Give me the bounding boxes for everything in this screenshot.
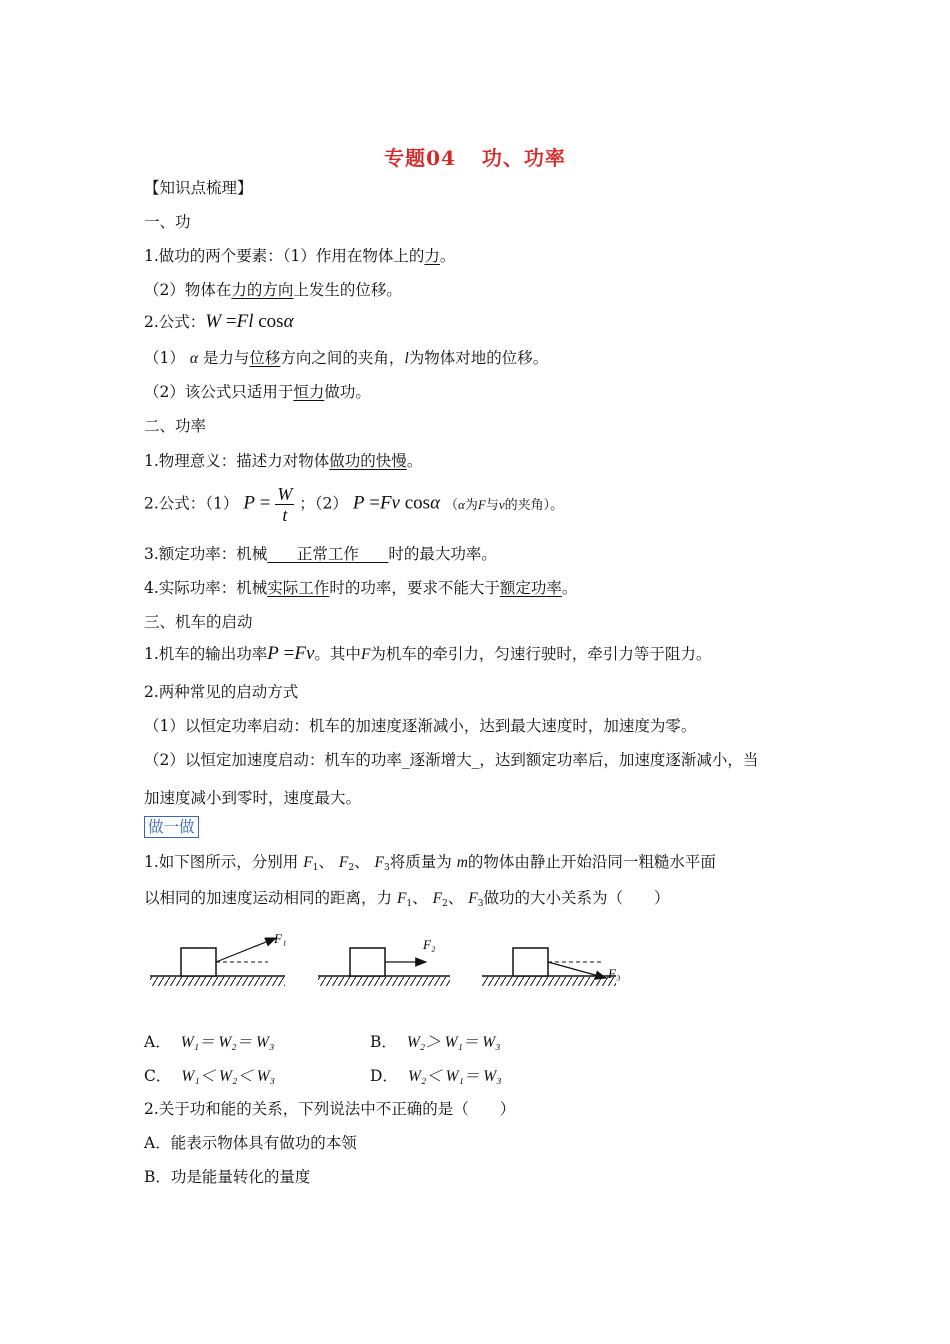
underline-answer: 实际工作 bbox=[267, 579, 330, 597]
q2-stem: 2.关于功和能的关系，下列说法中不正确的是（ ） bbox=[144, 1100, 516, 1118]
q2-option-a[interactable]: A．能表示物体具有做功的本领 bbox=[144, 1134, 357, 1152]
q1-stem-line-2: 以相同的加速度运动相同的距离，力 $F_1$、 $F_2$、 $F_3$做功的大小关系为（ ） bbox=[144, 889, 670, 909]
label-f2: F₂ bbox=[423, 937, 436, 952]
label-f1: F₁ bbox=[274, 931, 287, 946]
s2-line-3: 3.额定功率：机械 正常工作 时的最大功率。 bbox=[144, 545, 497, 563]
s2-line-1: 1.物理意义：描述力对物体做功的快慢。 bbox=[144, 452, 423, 470]
section-tag: 【知识点梳理】 bbox=[144, 179, 253, 197]
s3-line-2: 2.两种常见的启动方式 bbox=[144, 683, 299, 701]
s3-line-4: （2）以恒定加速度启动：机车的功率_逐渐增大_，达到额定功率后，加速度逐渐减小，当 bbox=[144, 751, 759, 769]
q1-stem-line-1: 1.如下图所示，分别用 $F_1$、 $F_2$、 $F_3$将质量为 m的物体由静止开始沿同一粗糙水平面 bbox=[144, 853, 716, 873]
title-topic: 功、功率 bbox=[481, 146, 566, 170]
diagram-f2 bbox=[318, 937, 450, 986]
q1-option-c[interactable]: C． W₁＜ W₂＜ W₃ bbox=[144, 1067, 276, 1085]
underline-answer: 正常工作 bbox=[267, 545, 389, 563]
q1-option-a[interactable]: A． W₁＝ W₂＝ W₃ bbox=[144, 1033, 275, 1051]
underline-answer: 力的方向 bbox=[231, 281, 294, 299]
s3-line-3: （1）以恒定功率启动：机车的加速度逐渐减小，达到最大速度时，加速度为零。 bbox=[144, 717, 697, 735]
q2-option-b[interactable]: B．功是能量转化的量度 bbox=[144, 1168, 311, 1186]
formula-work: W =Fl cosα bbox=[205, 311, 294, 332]
underline-answer: 恒力 bbox=[293, 383, 325, 401]
label-f3: F₃ bbox=[608, 966, 621, 981]
s2-line-4: 4.实际功率：机械实际工作时的功率，要求不能大于额定功率。 bbox=[144, 579, 578, 597]
s1-line-4: （1） α 是力与位移方向之间的夹角，l为物体对地的位移。 bbox=[144, 349, 549, 367]
diagram-f1 bbox=[150, 931, 286, 986]
diagram-f3 bbox=[482, 948, 620, 986]
s1-line-5: （2）该公式只适用于恒力做功。 bbox=[144, 383, 371, 401]
underline-answer: 额定功率 bbox=[499, 579, 562, 597]
fraction-w-over-t: $\frac{W}{t}$ bbox=[277, 484, 293, 525]
section-1-heading: 一、功 bbox=[144, 213, 191, 231]
section-3-heading: 三、机车的启动 bbox=[144, 613, 253, 631]
practice-label: 做一做 bbox=[144, 816, 199, 838]
s1-line-2: （2）物体在力的方向上发生的位移。 bbox=[144, 281, 402, 299]
title-prefix: 专题 bbox=[384, 146, 427, 170]
s1-formula-line: 2.公式：W =Fl cosα bbox=[144, 311, 294, 332]
s2-formula-line: 2.公式：（1） P = $\frac{W}{t}$ ；（2） P =Fv cosα （α为F与v的夹角）。 bbox=[144, 484, 564, 525]
title-number: 04 bbox=[426, 146, 456, 170]
q1-option-d[interactable]: D． W₂＜ W₁＝ W₃ bbox=[370, 1067, 502, 1085]
s3-line-5: 加速度减小到零时，速度最大。 bbox=[144, 789, 362, 807]
q1-option-b[interactable]: B． W₂＞ W₁＝ W₃ bbox=[370, 1033, 501, 1051]
underline-answer: 力 bbox=[424, 247, 440, 265]
underline-answer: 做功的快慢 bbox=[329, 452, 407, 470]
underline-answer: 位移 bbox=[249, 349, 281, 367]
s1-line-1: 1.做功的两个要素：（1）作用在物体上的力。 bbox=[144, 247, 456, 265]
section-2-heading: 二、功率 bbox=[144, 417, 207, 435]
s3-line-1: 1.机车的输出功率P =Fv。其中F为机车的牵引力，匀速行驶时，牵引力等于阻力。 bbox=[144, 643, 712, 664]
